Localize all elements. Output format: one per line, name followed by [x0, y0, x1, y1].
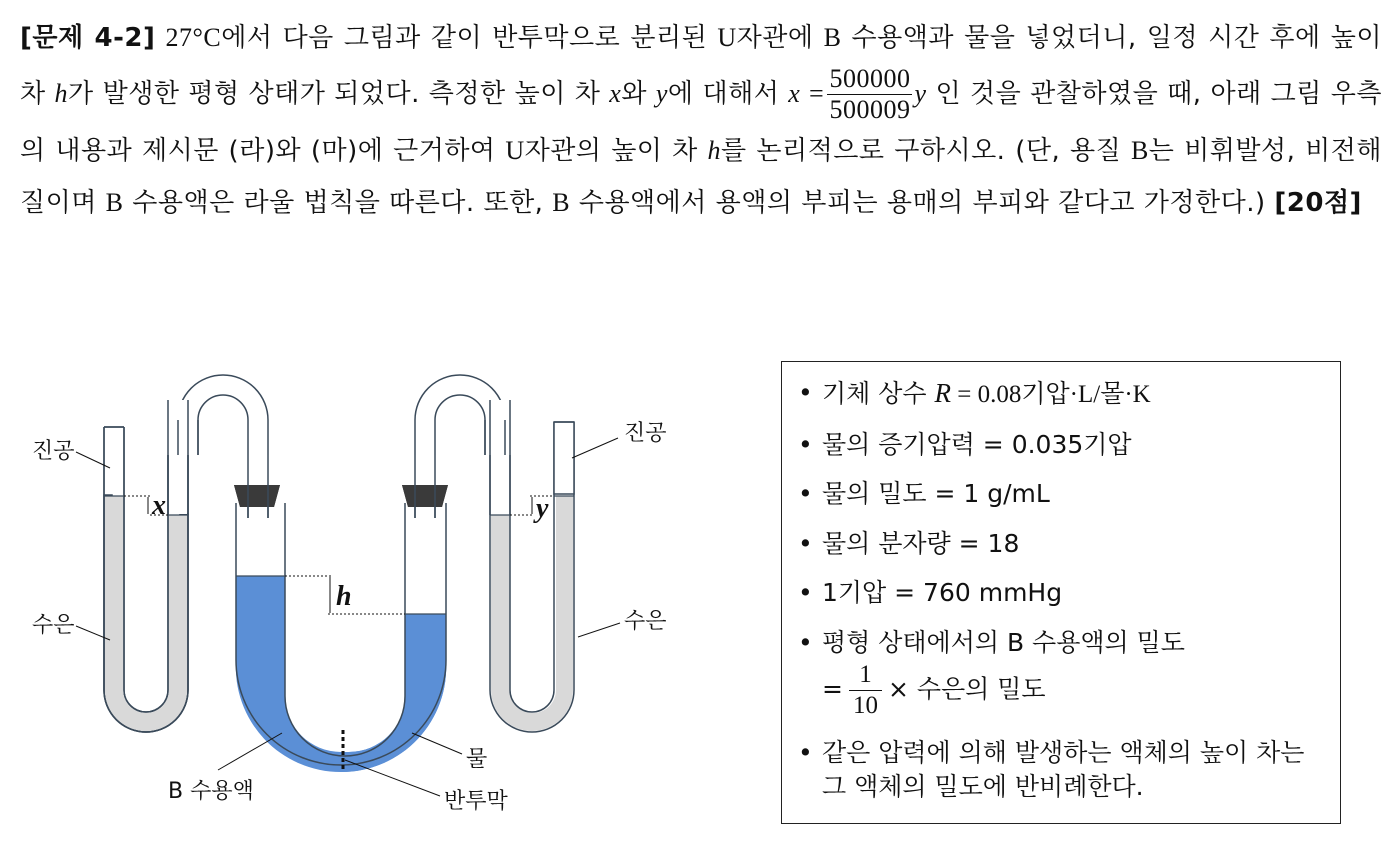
leader-membrane	[345, 760, 440, 796]
label-y: y	[536, 493, 549, 524]
constant-text: 평형 상태에서의 B 수용액의 밀도	[822, 627, 1185, 657]
problem-text-part: 수용액과 물을 넣었더니, 일정 시간 후에 높이 차	[20, 23, 1382, 109]
problem-text-part: 수용액에서 용액의 부피는 용매의 부피와 같다고 가정한다.)	[570, 188, 1275, 218]
equation-fraction	[827, 64, 912, 125]
equation-y: y	[914, 79, 927, 108]
label-vacuum-left: 진공	[32, 439, 75, 464]
solute-letter: B	[105, 188, 124, 217]
label-mercury-left: 수은	[32, 613, 75, 638]
leader-vacuum-right	[572, 438, 618, 458]
leader-water	[412, 733, 462, 754]
label-b-solution: B 수용액	[168, 779, 254, 804]
problem-text-part: 와	[621, 79, 656, 109]
label-x: x	[152, 490, 166, 521]
fraction-numerator: 1	[849, 660, 882, 691]
problem-text	[20, 12, 1382, 229]
constants-box	[781, 361, 1341, 824]
constant-text: × 수은의 밀도	[887, 674, 1046, 703]
var-h: h	[707, 136, 722, 165]
problem-text-part: 수용액은 라울 법칙을 따른다. 또한,	[123, 188, 553, 218]
constant-water-density	[796, 477, 1326, 511]
problem-tag: [문제 4-2]	[20, 23, 156, 53]
constant-text: 물의 증기압력 = 0.035기압	[822, 429, 1132, 459]
problem-text-part: 자관의 높이 차	[524, 136, 708, 166]
problem-text-part: 인 것을 관찰하였을 때, 아래 그림 우측의 내용과 제시문 (라)와 (마)에 근거하여	[20, 79, 1382, 166]
solute-letter: B	[1130, 136, 1149, 165]
constant-text: 기체 상수	[822, 379, 935, 408]
constant-molar-mass	[796, 527, 1326, 561]
equals-sign: =	[822, 674, 843, 703]
constant-solution-density	[796, 626, 1326, 721]
var-h: h	[54, 79, 69, 108]
problem-text-part: 에 대해서	[667, 79, 789, 109]
temperature-unit: °C	[192, 23, 222, 52]
label-h: h	[336, 581, 352, 612]
constant-text: 같은 압력에 의해 발생하는 액체의 높이 차는 그 액체의 밀도에 반비례한다.	[822, 738, 1305, 801]
label-vacuum-right: 진공	[624, 421, 667, 446]
problem-text-part: 는 비휘발성, 비전해질이며	[20, 136, 1382, 218]
density-fraction	[849, 660, 882, 721]
fraction-denominator: 500009	[829, 95, 911, 124]
solute-letter: B	[552, 188, 571, 217]
problem-text-part: 자관에	[736, 23, 824, 53]
fraction-numerator: 500000	[829, 64, 911, 93]
constant-height-rule	[796, 736, 1326, 804]
leader-mercury-right	[578, 623, 620, 637]
var-y: y	[655, 79, 668, 108]
constant-text: 1기압 = 760 mmHg	[822, 578, 1063, 607]
u-tube-diagram	[0, 330, 760, 840]
problem-paragraph	[20, 12, 1382, 229]
constant-text: = 0.08기압·L/몰·K	[951, 381, 1151, 408]
var-x: x	[609, 79, 622, 108]
b-solution-fill	[236, 576, 341, 772]
label-mercury-right: 수은	[624, 609, 667, 634]
constant-text: 물의 밀도 = 1 g/mL	[822, 479, 1050, 508]
u-tube-letter: U	[717, 23, 737, 52]
solute-letter: B	[823, 23, 842, 52]
problem-text-part: 가 발생한 평형 상태가 되었다. 측정한 높이 차	[68, 79, 610, 109]
problem-text-part: 에서 다음 그림과 같이 반투막으로 분리된	[221, 23, 718, 53]
label-membrane: 반투막	[444, 789, 508, 814]
equation-lhs: x =	[788, 79, 826, 108]
central-u-tube	[236, 503, 446, 772]
constants-list	[796, 376, 1326, 804]
constant-vapor-pressure	[796, 428, 1326, 462]
u-tube-letter: U	[505, 136, 525, 165]
points-label: [20점]	[1274, 188, 1362, 218]
constant-atm	[796, 576, 1326, 610]
temperature-value: 27	[165, 23, 193, 52]
left-tube-inner	[124, 427, 168, 712]
var-r: R	[934, 378, 951, 408]
constant-gas-constant	[796, 376, 1326, 412]
fraction-denominator: 10	[852, 691, 878, 719]
leader-solution	[218, 733, 282, 770]
label-water: 물	[466, 747, 488, 772]
leader-vacuum-left	[76, 452, 110, 468]
constant-text: 물의 분자량 = 18	[822, 528, 1020, 558]
problem-text-part: 를 논리적으로 구하시오. (단, 용질	[721, 136, 1131, 166]
